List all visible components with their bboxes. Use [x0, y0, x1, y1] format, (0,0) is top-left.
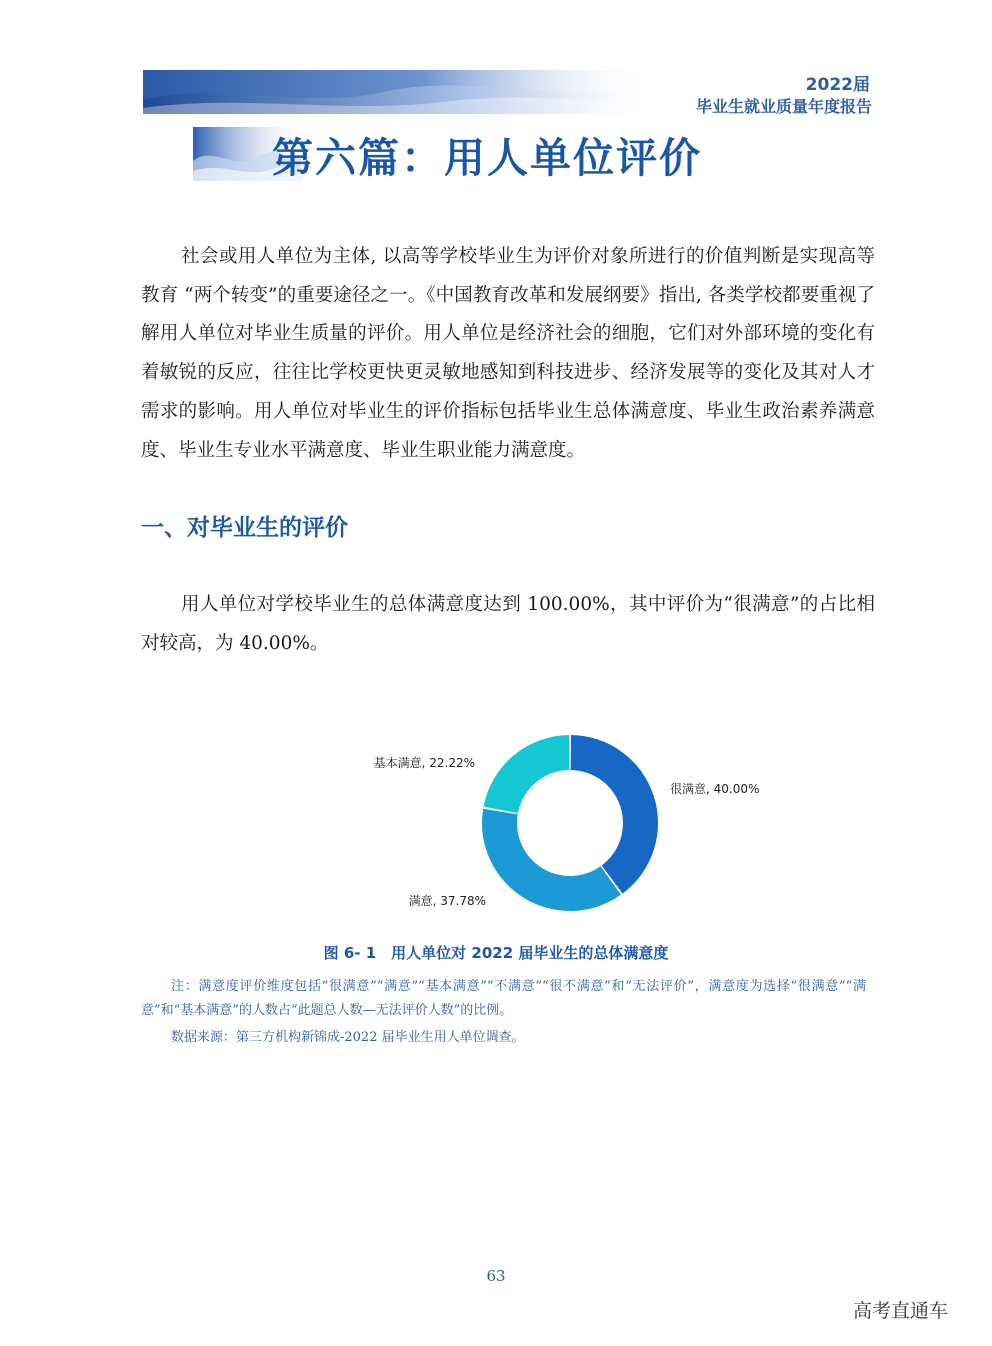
donut-slice-satisfied	[482, 809, 621, 911]
section-paragraph: 用人单位对学校毕业生的总体满意度达到 100.00%，其中评价为“很满意”的占比相对较高，为 40.00%。	[141, 594, 875, 654]
figure-caption: 图 6- 1 用人单位对 2022 届毕业生的总体满意度	[323, 944, 669, 962]
satisfaction-donut-chart	[340, 720, 820, 930]
data-label-satisfied: 满意, 37.78%	[408, 894, 486, 908]
donut-slice-very-satisfied	[571, 735, 658, 894]
header-wave-graphic	[143, 70, 655, 114]
section-heading: 一、对毕业生的评价	[141, 515, 348, 541]
data-source: 数据来源：第三方机构新锦成-2022 届毕业生用人单位调查。	[171, 1030, 525, 1045]
data-label-very-satisfied: 很满意, 40.00%	[670, 782, 760, 796]
chapter-title: 第六篇：用人单位评价	[272, 134, 702, 182]
figure-note: 注：满意度评价维度包括“很满意”“满意”“基本满意”“不满意”“很不满意”和“无法评价”，满意度为选择“很满意”“满意”和“基本满意”的人数占“此题总人数—无法评价人数”的比例。	[141, 979, 866, 1018]
report-title: 毕业生就业质量年度报告	[695, 97, 872, 116]
data-label-basically-satisfied: 基本满意, 22.22%	[373, 756, 475, 770]
report-year: 2022届	[805, 75, 870, 95]
watermark: 高考直通车	[853, 1300, 949, 1322]
header-banner	[143, 70, 655, 114]
intro-paragraph: 社会或用人单位为主体, 以高等学校毕业生为评价对象所进行的价值判断是实现高等教育 “两个转变”的重要途径之一。《中国教育改革和发展纲要》指出, 各类学校都要重视了解用人单位对毕业生质量的评价。用人单位是经济社会的细胞，它们对外部环境的变化有着敏锐的反应，往往比学校更快更灵敏地感知到科技进步、经济发展等的变化及其对人才需求的影响。用人单位对毕业生的评价指标包括毕业生总体满意度、毕业生政治素养满意度、毕业生专业水平满意度、毕业生职业能力满意度。	[141, 246, 875, 461]
donut-chart-svg	[340, 720, 820, 930]
donut-slice-basically-satisfied	[484, 735, 570, 813]
page-number: 63	[486, 1267, 506, 1285]
